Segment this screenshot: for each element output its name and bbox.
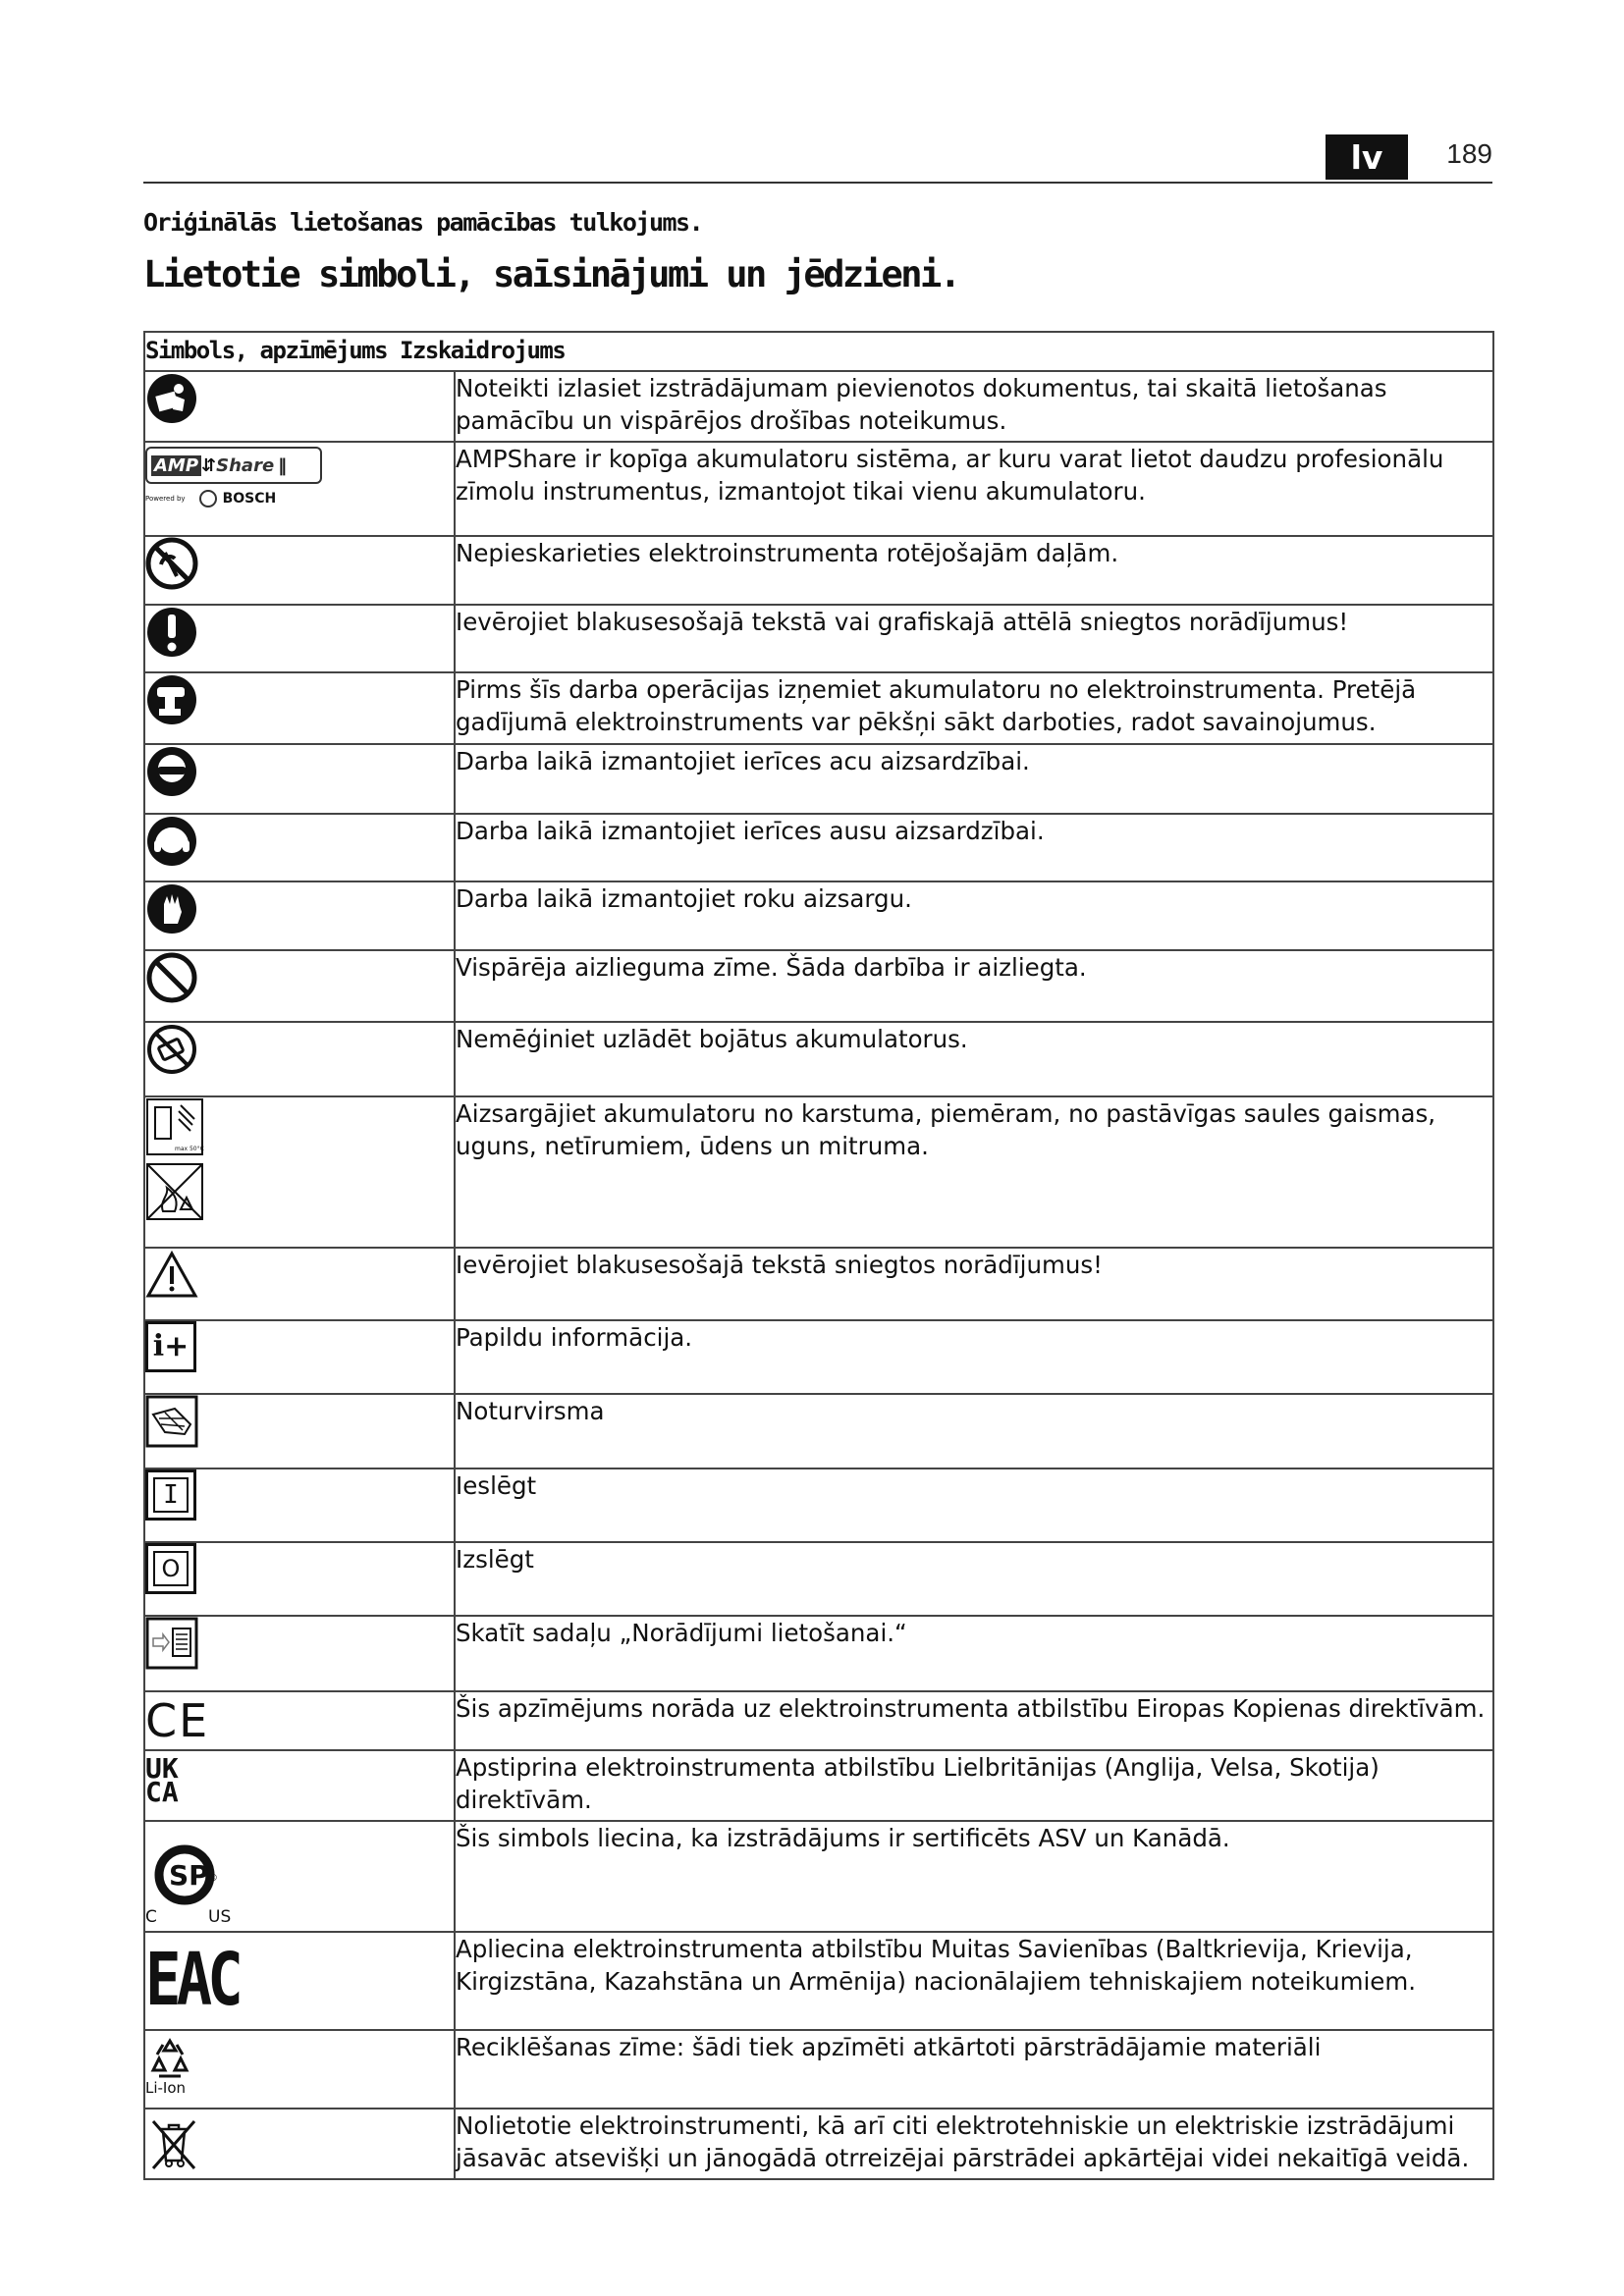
ampshare-plug-icon: ⇵ xyxy=(201,454,217,476)
protect-battery-heat-icon xyxy=(145,1097,454,1221)
power-on-inner: I xyxy=(153,1477,189,1513)
table-row xyxy=(144,2109,1493,2179)
row-description: Ievērojiet blakusesošajā tekstā sniegtos norādījumus! xyxy=(455,1248,1493,1320)
table-header: Simbols, apzīmējums Izskaidrojums xyxy=(144,332,1493,371)
svg-text:®: ® xyxy=(208,1873,218,1884)
csa-c-text: C xyxy=(145,1907,157,1925)
row-description: Noteikti izlasiet izstrādājumam pievienotos dokumentus, tai skaitā lietošanas pamācību un vispārējos drošības noteikumus. xyxy=(455,371,1493,442)
section-title: Lietotie simboli, saīsinājumi un jēdzieni. xyxy=(143,253,959,295)
remove-battery-icon xyxy=(145,673,198,726)
table-row xyxy=(144,1248,1493,1320)
non-slip-surface-icon xyxy=(145,1395,198,1448)
table-row xyxy=(144,950,1493,1022)
row-description: Ieslēgt xyxy=(455,1468,1493,1542)
power-off-inner: O xyxy=(153,1551,189,1586)
prohibition-icon xyxy=(145,951,198,1004)
battery-water-fire-icon xyxy=(145,1162,204,1221)
bosch-text: BOSCH xyxy=(222,491,277,507)
document-subtitle: Oriģinālās lietošanas pamācības tulkojums. xyxy=(143,208,703,237)
csa-letters: SP xyxy=(169,1859,209,1892)
ukca-ca-text: CA xyxy=(145,1776,179,1808)
table-row xyxy=(144,881,1493,950)
table-header-row xyxy=(144,332,1493,371)
row-description: Skatīt sadaļu „Norādījumi lietošanai.“ xyxy=(455,1616,1493,1691)
table-row xyxy=(144,672,1493,744)
exclamation-icon xyxy=(145,606,198,659)
power-on-icon xyxy=(145,1469,196,1521)
ce-mark-icon: CE xyxy=(145,1694,210,1747)
table-row xyxy=(144,605,1493,672)
row-description: Šis apzīmējums norāda uz elektroinstrumenta atbilstību Eiropas Kopienas direktīvām. xyxy=(455,1691,1493,1750)
row-description: Reciklēšanas zīme: šādi tiek apzīmēti atkārtoti pārstrādājamie materiāli xyxy=(455,2030,1493,2109)
table-row xyxy=(144,1394,1493,1468)
warning-triangle-icon xyxy=(145,1249,198,1302)
row-description: Darba laikā izmantojiet ierīces acu aizsardzībai. xyxy=(455,744,1493,814)
row-description: Darba laikā izmantojiet roku aizsargu. xyxy=(455,881,1493,950)
row-description: Nolietotie elektroinstrumenti, kā arī citi elektrotehniskie un elektriskie izstrādājumi jāsavāc atsevišķi un jānogādā otrreizējai pārstrādei apkārtējai videi nekaitīgā veidā. xyxy=(455,2109,1493,2179)
eye-protection-icon xyxy=(145,745,198,798)
eac-mark-icon: EAC xyxy=(145,1938,239,2022)
table-row xyxy=(144,1821,1493,1932)
table-row xyxy=(144,1750,1493,1821)
table-row xyxy=(144,1320,1493,1394)
table-row xyxy=(144,371,1493,442)
ukca-mark-icon xyxy=(145,1752,454,1808)
row-description: Ievērojiet blakusesošajā tekstā vai grafiskajā attēlā sniegtos norādījumus! xyxy=(455,605,1493,672)
ampshare-logo: AMP ⇵ Share ‖ Powered by BOSCH xyxy=(145,447,322,507)
table-row xyxy=(144,1468,1493,1542)
table-row xyxy=(144,1616,1493,1691)
table-row xyxy=(144,814,1493,881)
li-ion-text: Li-Ion xyxy=(145,2079,187,2097)
max-temp-text: max 50°C xyxy=(175,1146,204,1152)
row-description: AMPShare ir kopīga akumulatoru sistēma, ar kuru varat lietot daudzu profesionālu zīmolu instrumentus, izmantojot tikai vienu akumulatoru. xyxy=(455,442,1493,536)
row-description: Papildu informācija. xyxy=(455,1320,1493,1394)
read-manual-icon xyxy=(145,372,198,425)
ukca-uk-text: UK xyxy=(145,1752,179,1785)
row-description: Apliecina elektroinstrumenta atbilstību Muitas Savienības (Baltkrievija, Krievija, Kirgizstāna, Kazahstāna un Armēnija) nacionālajiem tehniskajiem noteikumiem. xyxy=(455,1932,1493,2030)
info-icon: i+ xyxy=(145,1321,196,1372)
hand-protection-icon xyxy=(145,882,198,935)
table-row xyxy=(144,1542,1493,1616)
powered-by-text: Powered by xyxy=(145,495,186,503)
row-description: Noturvirsma xyxy=(455,1394,1493,1468)
row-description: Darba laikā izmantojiet ierīces ausu aizsardzībai. xyxy=(455,814,1493,881)
table-row xyxy=(144,1096,1493,1248)
row-description: Apstiprina elektroinstrumenta atbilstību Lielbritānijas (Anglija, Velsa, Skotija) direktīvām. xyxy=(455,1750,1493,1821)
csa-mark-icon xyxy=(145,1832,253,1925)
power-off-icon xyxy=(145,1543,196,1594)
table-row xyxy=(144,2030,1493,2109)
ear-protection-icon xyxy=(145,815,198,868)
row-description: Izslēgt xyxy=(455,1542,1493,1616)
weee-bin-icon xyxy=(145,2115,202,2172)
table-row xyxy=(144,1022,1493,1096)
table-row xyxy=(144,442,1493,536)
no-touch-rotating-icon xyxy=(145,537,198,590)
row-description: Šis simbols liecina, ka izstrādājums ir sertificēts ASV un Kanādā. xyxy=(455,1821,1493,1932)
row-description: Nepieskarieties elektroinstrumenta rotējošajām daļām. xyxy=(455,536,1493,605)
page-number: 189 xyxy=(1446,138,1492,169)
language-badge: lv xyxy=(1326,134,1408,180)
ampshare-share-text: Share xyxy=(216,454,275,476)
page-header xyxy=(143,134,1492,184)
table-row xyxy=(144,744,1493,814)
battery-sun-icon xyxy=(145,1097,204,1156)
no-charge-damaged-battery-icon xyxy=(145,1023,198,1076)
row-description: Vispārēja aizlieguma zīme. Šāda darbība ir aizliegta. xyxy=(455,950,1493,1022)
row-description: Nemēģiniet uzlādēt bojātus akumulatorus. xyxy=(455,1022,1493,1096)
row-description: Pirms šīs darba operācijas izņemiet akumulatoru no elektroinstrumenta. Pretējā gadījumā elektroinstruments var pēkšņi sākt darboties, radot savainojumus. xyxy=(455,672,1493,744)
table-row xyxy=(144,536,1493,605)
csa-us-text: US xyxy=(208,1907,232,1925)
ampshare-amp-text: AMP xyxy=(151,455,201,476)
symbols-table xyxy=(143,331,1494,2180)
table-row xyxy=(144,1932,1493,2030)
table-row xyxy=(144,1691,1493,1750)
row-description: Aizsargājiet akumulatoru no karstuma, piemēram, no pastāvīgas saules gaismas, uguns, netīrumiem, ūdens un mitruma. xyxy=(455,1096,1493,1248)
see-section-icon xyxy=(145,1617,198,1670)
bosch-logo-icon xyxy=(199,490,217,507)
recycling-li-ion-icon xyxy=(145,2037,204,2096)
